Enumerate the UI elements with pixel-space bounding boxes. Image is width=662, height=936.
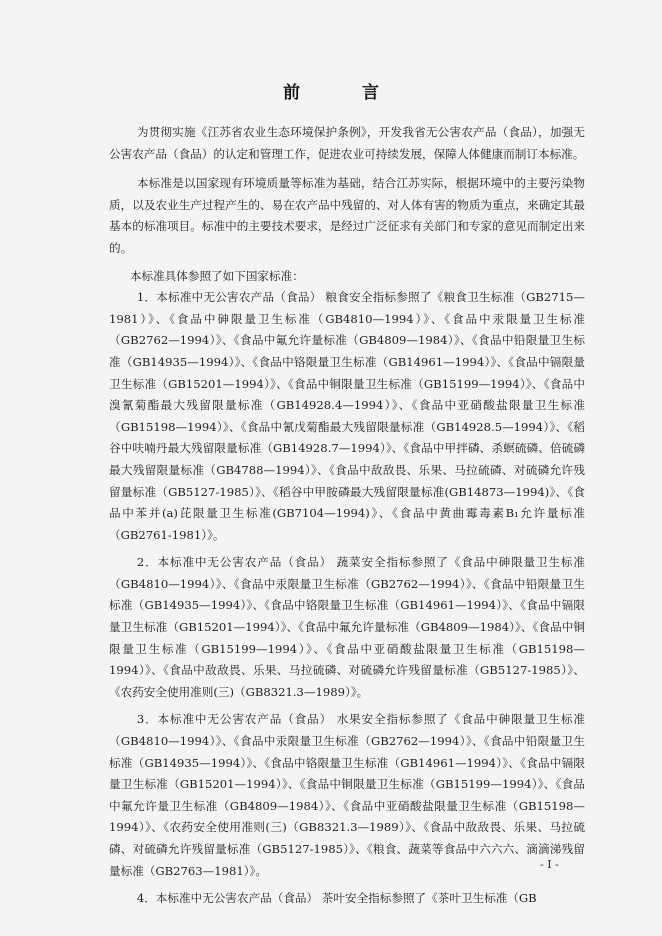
paragraph-tea: 4．本标准中无公害农产品（食品） 茶叶安全指标参照了《茶叶卫生标准（GB xyxy=(136,891,537,906)
page-number: - I - xyxy=(540,858,559,871)
paragraph-basis: 本标准是以国家现有环境质量等标准为基础，结合江苏实际，根据环境中的主要污染物质，以及农业生产过程产生的、易在农产品中残留的、对人体有害的物质为重点，来确定其最基本的标准项目。标准中的主要技术要求，是经过广泛征求有关部门和专家的意见而制定出来的。 xyxy=(109,176,585,255)
paragraph-vegetable: 2．本标准中无公害农产品（食品） 蔬菜安全指标参照了《食品中砷限量卫生标准（GB4810—1994）》、《食品中汞限量卫生标准（GB2762—1994）》、《食品中铅限量卫生标准（GB14935—1994）》、《食品中铬限量卫生标准（GB14961—1994）》、《食品中镉限量卫生标准（GB15201—1994）》、《食品中氟允许量标准（GB4809—1984）》、《食品中铜限量卫生标准（GB15199—1994）》、《食品中亚硝酸盐限量卫生标准（GB15198—1994）》、《食品中敌敌畏、乐果、马拉硫磷、对硫磷允许残留量标准（GB5127-1985）》、《农药安全使用准则(三)（GB8321.3—1989）》。 xyxy=(109,555,585,699)
page-title: 前 言 xyxy=(283,83,407,103)
paragraph-references-intro: 本标准具体参照了如下国家标准： xyxy=(129,268,304,283)
paragraph-purpose: 为贯彻实施《江苏省农业生态环境保护条例》，开发我省无公害农产品（食品），加强无公害农产品（食品）的认定和管理工作，促进农业可持续发展，保障人体健康而制订本标准。 xyxy=(109,125,585,161)
paragraph-fruit: 3．本标准中无公害农产品（食品） 水果安全指标参照了《食品中砷限量卫生标准（GB4810—1994）》、《食品中汞限量卫生标准（GB2762—1994）》、《食品中铅限量卫生标准（GB14935—1994）》、《食品中铬限量卫生标准（GB14961—1994）》、《食品中镉限量卫生标准（GB15201—1994）》、《食品中铜限量卫生标准（GB15199—1994）》、《食品中氟允许量卫生标准（GB4809—1984）》、《食品中亚硝酸盐限量卫生标准（GB15198—1994）》、《农药安全使用准则(三)（GB8321.3—1989）》、《食品中敌敌畏、乐果、马拉硫磷、对硫磷允许残留量标准（GB5127-1985）》、《粮食、蔬菜等食品中六六六、滴滴涕残留量标准（GB2763—1981）》。 xyxy=(109,712,585,878)
document-body xyxy=(109,122,585,910)
paragraph-grain: 1．本标准中无公害农产品（食品） 粮食安全指标参照了《粮食卫生标准（GB2715—1981）》、《食品中砷限量卫生标准（GB4810—1994）》、《食品中汞限量卫生标准（GB2762—1994）》、《食品中氟允许量标准（GB4809—1984）》、《食品中铅限量卫生标准（GB14935—1994）》、《食品中铬限量卫生标准（GB14961—1994）》、《食品中镉限量卫生标准（GB15201—1994）》、《食品中铜限量卫生标准（GB15199—1994）》、《食品中溴氰菊酯最大残留限量标准（GB14928.4—1994）》、《食品中亚硝酸盐限量卫生标准（GB15198—1994）》、《食品中氰戊菊酯最大残留限量标准（GB14928.5—1994）》、《稻谷中呋喃丹最大残留限量标准（GB14928.7—1994）》、《食品中甲拌磷、杀螟硫磷、倍硫磷最大残留限量标准（GB4788—1994）》、《食品中敌敌畏、乐果、马拉硫磷、对硫磷允许残留量标准（GB5127-1985）》、《稻谷中甲胺磷最大残留限量标准(GB14873—1994)》、《食品中苯并(a)芘限量卫生标准(GB7104—1994)》、《食品中黄曲霉毒素B₁允许量标准（GB2761-1981）》。 xyxy=(109,290,585,542)
